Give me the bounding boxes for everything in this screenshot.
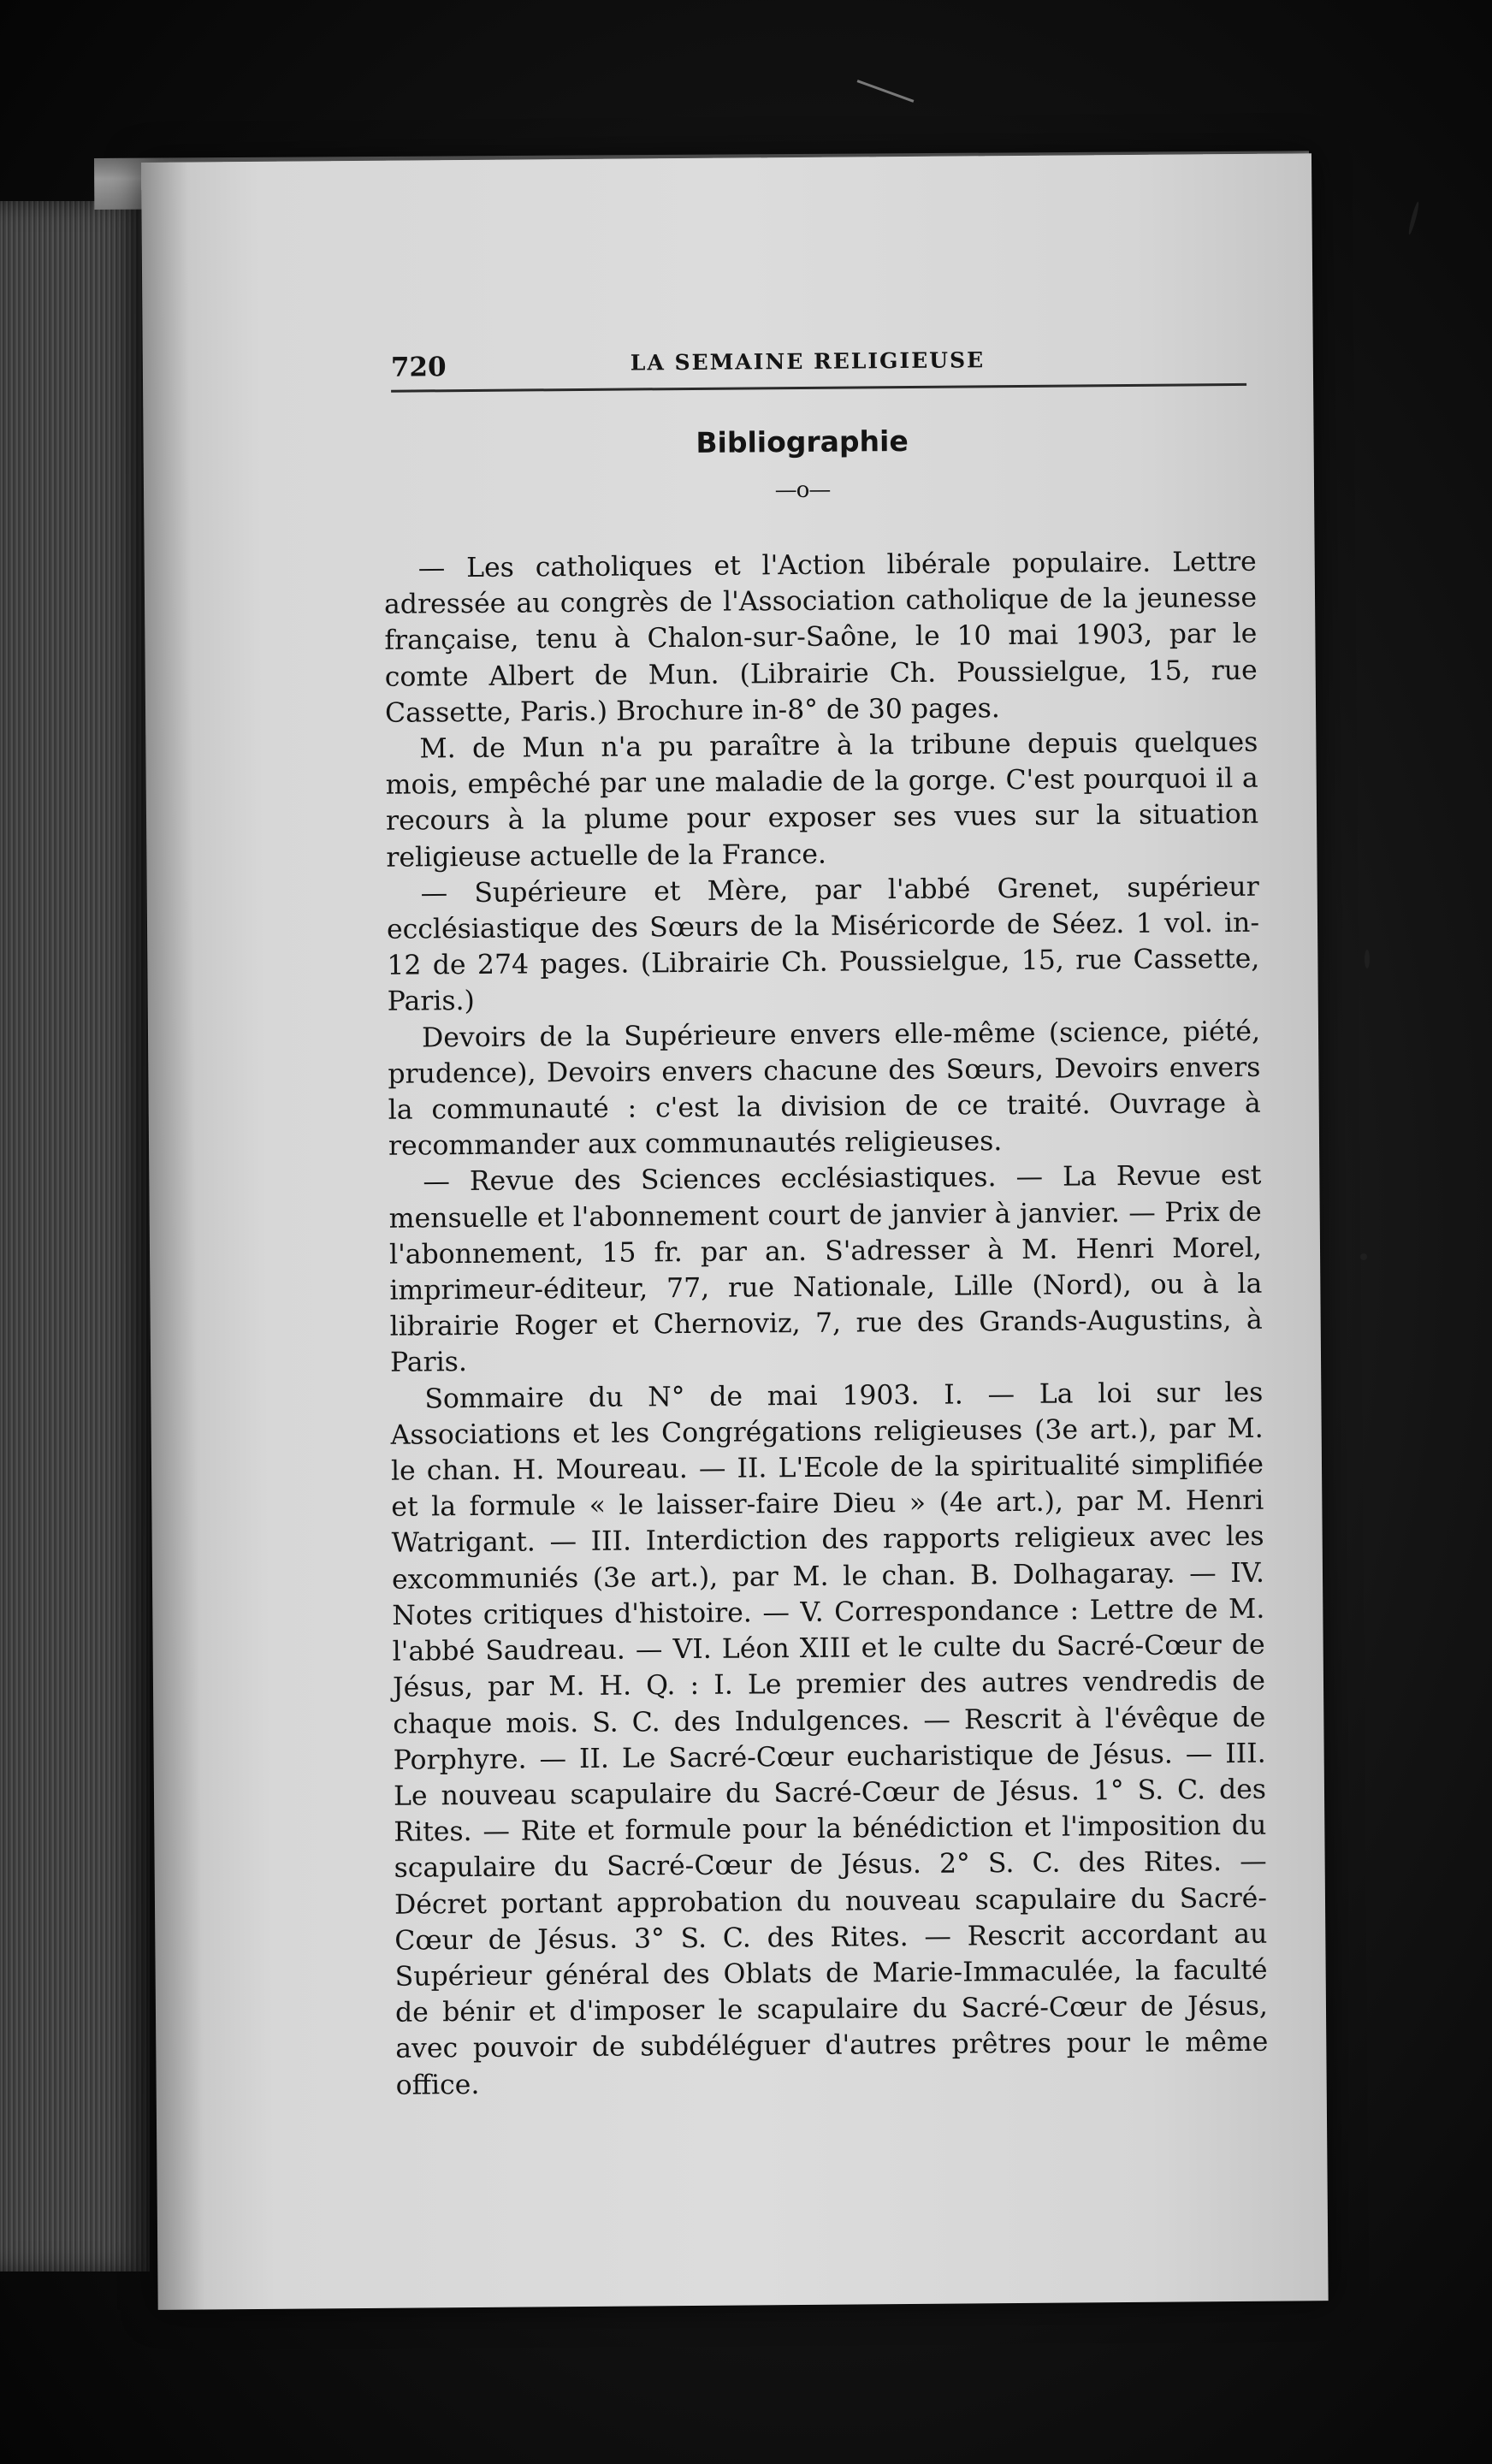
entry-2-summary: Devoirs de la Supérieure envers elle-même (science, piété, prudence), Devoirs envers chacune des Sœurs, Devoirs envers la communauté : c'est la division de ce traité. Ouvrage à recommander aux communautés religieuses. <box>388 1016 1261 1163</box>
journal-title: LA SEMAINE RELIGIEUSE <box>630 347 986 376</box>
article-body <box>384 544 1269 2104</box>
ornament-divider: —o— <box>774 477 831 504</box>
entry-1-summary: M. de Mun n'a pu paraître à la tribune depuis quelques mois, empêché par une maladie de la gorge. C'est pourquoi il a recours à la plume pour exposer ses vues sur la situation religieuse actuelle de la France. <box>385 726 1259 874</box>
entry-3-contents: Sommaire du N° de mai 1903. I. — La loi sur les Associations et les Congrégations religieuses (3e art.), par M. le chan. H. Moureau. — II. L'Ecole de la spiritualité simplifiée et la formule « le laisser-faire Dieu » (4e art.), par M. Henri Watrigant. — III. Interdiction des rapports religieux avec les excommuniés (3e art.), par M. le chan. B. Dolhagaray. — IV. Notes critiques d'histoire. — V. Correspondance : Lettre de M. l'abbé Saudreau. — VI. Léon XIII et le culte du Sacré-Cœur de Jésus, par M. H. Q. : I. Le premier des autres vendredis de chaque mois. S. C. des Indulgences. — Rescrit à l'évêque de Porphyre. — II. Le Sacré-Cœur eucharistique de Jésus. — III. Le nouveau scapulaire du Sacré-Cœur de Jésus. 1° S. C. des Rites. — Rite et formule pour la bénédiction et l'imposition du scapulaire du Sacré-Cœur de Jésus. 2° S. C. des Rites. — Décret portant approbation du nouveau scapulaire du Sacré-Cœur de Jésus. 3° S. C. des Rites. — Rescrit accordant au Supérieur général des Oblats de Marie-Immaculée, la faculté de bénir et d'imposer le scapulaire du Sacré-Cœur de Jésus, avec pouvoir de subdéléguer d'autres prêtres pour le même office. <box>390 1377 1269 2101</box>
running-head <box>391 334 1246 393</box>
page-content <box>383 334 1269 2104</box>
book-page-edges <box>0 201 150 2272</box>
entry-3-citation: — Revue des Sciences ecclésiastiques. — La Revue est mensuelle et l'abonnement court de janvier à janvier. — Prix de l'abonnement, 15 fr. par an. S'adresser à M. Henri Morel, imprimeur-éditeur, 77, rue Nationale, Lille (Nord), ou à la librairie Roger et Chernoviz, 7, rue des Grands-Augustins, à Paris. <box>388 1160 1263 1379</box>
page-number: 720 <box>390 352 447 383</box>
film-speck <box>1360 1253 1367 1260</box>
entry-2-citation: — Supérieure et Mère, par l'abbé Grenet, supérieur ecclésiastique des Sœurs de la Miséricorde de Séez. 1 vol. in-12 de 274 pages. (Librairie Ch. Poussielgue, 15, rue Cassette, Paris.) <box>386 871 1260 1018</box>
book-page <box>141 153 1329 2310</box>
entry-1-citation: — Les catholiques et l'Action libérale populaire. Lettre adressée au congrès de l'Association catholique de la jeunesse française, tenu à Chalon-sur-Saône, le 10 mai 1903, par le comte Albert de Mun. (Librairie Ch. Poussielgue, 15, rue Cassette, Paris.) Brochure in-8° de 30 pages. <box>383 546 1258 729</box>
section-title: Bibliographie <box>696 424 909 459</box>
film-speck <box>1365 950 1370 968</box>
